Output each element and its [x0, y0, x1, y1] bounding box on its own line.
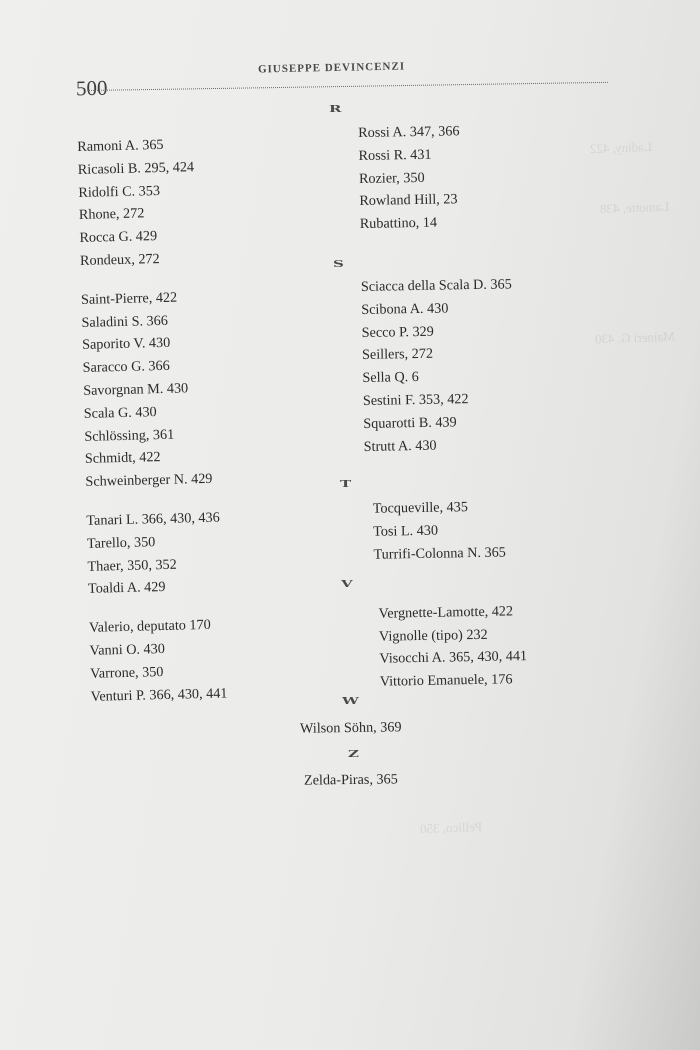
index-entry: Sestini F. 353, 422: [362, 391, 469, 409]
index-entry: Tocqueville, 435: [372, 499, 469, 518]
page-number: 500: [75, 75, 108, 101]
index-entry: Thaer, 350, 352: [87, 556, 177, 575]
index-entry: Rubattino, 14: [359, 214, 438, 233]
index-entry: Ramoni A. 365: [77, 136, 164, 155]
bleed-through-text: Maineri G. 430: [594, 328, 676, 347]
section-letter-w: W: [342, 695, 360, 707]
index-entry: Vignolle (tipo) 232: [378, 626, 488, 645]
index-entry: Tosi L. 430: [373, 522, 439, 540]
header-dotted-rule: [88, 82, 608, 91]
bleed-through-text: Lamotte, 438: [599, 198, 670, 217]
index-entry: Secco P. 329: [361, 323, 434, 341]
index-entry: Saporito V. 430: [81, 335, 171, 354]
index-entry: Scala G. 430: [83, 403, 157, 422]
index-entry: Seillers, 272: [361, 346, 434, 364]
index-entry-w: Wilson Söhn, 369: [299, 719, 402, 737]
index-entry: Saladini S. 366: [81, 312, 169, 331]
section-letter-z: Z: [348, 748, 360, 760]
section-letter-v: V: [341, 578, 354, 590]
group-spacer: [366, 564, 526, 603]
index-entry: Turrifi-Colonna N. 365: [373, 544, 506, 563]
section-letter-r: R: [329, 103, 343, 115]
bleed-through-text: Ladiny, 422: [589, 138, 653, 157]
index-entry: Sella Q. 6: [362, 369, 419, 387]
index-entry: Valerio, deputato 170: [88, 617, 211, 636]
index-entry: Schlössing, 361: [84, 426, 175, 445]
index-entry: Schweinberger N. 429: [85, 470, 213, 491]
index-entry: Vanni O. 430: [89, 640, 166, 659]
index-entry: Rondeux, 272: [79, 251, 160, 269]
index-entry: Ricasoli B. 295, 424: [77, 158, 195, 178]
index-entry: Rossi R. 431: [358, 146, 432, 164]
index-entry: Tarello, 350: [86, 533, 156, 552]
index-entry: Sciacca della Scala D. 365: [360, 276, 512, 295]
index-entry: Rhone, 272: [78, 205, 145, 224]
index-entry: Saint-Pierre, 422: [80, 289, 178, 308]
group-spacer: [360, 233, 520, 276]
running-head-author: GIUSEPPE DEVINCENZI: [257, 60, 406, 76]
index-entry: Scibona A. 430: [361, 300, 449, 318]
section-letter-t: T: [340, 478, 353, 490]
bleed-through-text: Pellico, 350: [419, 818, 483, 837]
index-entry: Rossi A. 347, 366: [358, 123, 460, 141]
index-column-left: [77, 133, 228, 708]
index-entry: Strutt A. 430: [363, 437, 437, 455]
index-entry: Toaldi A. 429: [87, 579, 166, 598]
index-entry: Venturi P. 366, 430, 441: [90, 685, 228, 705]
index-column-right: [358, 119, 528, 694]
index-entry: Vergnette-Lamotte, 422: [378, 603, 514, 622]
index-entry: Schmidt, 422: [84, 449, 161, 468]
index-entry: Visocchi A. 365, 430, 441: [379, 648, 528, 668]
index-entry: Tanari L. 366, 430, 436: [86, 509, 220, 529]
index-entry: Rowland Hill, 23: [359, 191, 458, 210]
index-entry: Rocca G. 429: [79, 228, 158, 247]
section-letter-s: S: [333, 258, 345, 270]
index-entry: Saracco G. 366: [82, 357, 170, 377]
index-entry: Savorgnan M. 430: [83, 380, 189, 399]
index-entry: Vittorio Emanuele, 176: [379, 671, 513, 690]
index-entry-z: Zelda-Piras, 365: [303, 771, 398, 789]
index-entry: Squarotti B. 439: [363, 414, 457, 432]
group-spacer: [364, 456, 524, 499]
index-entry: Ridolfi C. 353: [78, 182, 161, 201]
index-entry: Rozier, 350: [358, 169, 425, 187]
index-entry: Varrone, 350: [89, 663, 164, 682]
